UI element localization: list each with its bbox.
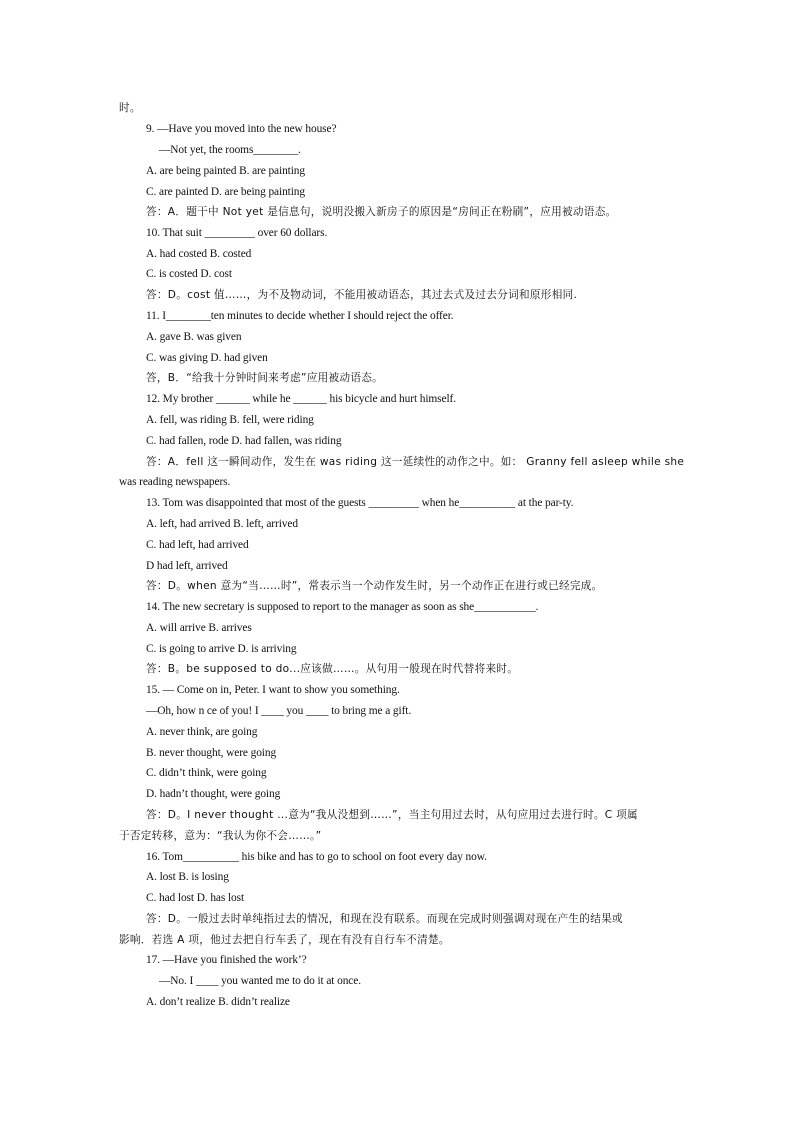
question-14: 14. The new secretary is supposed to report to the manager as soon as she___________. — [146, 601, 539, 613]
question-15: 15. — Come on in, Peter. I want to show you something. — [146, 684, 400, 696]
question-14-options-ab: A. will arrive B. arrives — [146, 622, 252, 634]
answer-15: 答：D。I never thought ...意为“我从没想到……”，当主句用过去时，从句应用过去进行时。C 项属 — [146, 809, 638, 821]
question-13-options-ab: A. left, had arrived B. left, arrived — [146, 518, 298, 530]
question-10-options-ab: A. had costed B. costed — [146, 248, 252, 260]
question-12: 12. My brother ______ while he ______ his bicycle and hurt himself. — [146, 393, 456, 405]
question-12-options-cd: C. had fallen, rode D. had fallen, was riding — [146, 435, 342, 447]
question-11-options-ab: A. gave B. was given — [146, 331, 242, 343]
question-9: 9. —Have you moved into the new house? — [146, 123, 337, 135]
answer-16-continuation: 影响．若选 A 项，他过去把自行车丢了，现在有没有自行车不清楚。 — [119, 934, 450, 946]
question-16-options-cd: C. had lost D. has lost — [146, 892, 245, 904]
answer-12-continuation: was reading newspapers. — [119, 476, 231, 488]
answer-9: 答：A．题干中 Not yet 是信息句，说明没搬入新房子的原因是“房间正在粉刷”，应用被动语态。 — [146, 206, 617, 218]
question-11: 11. I________ten minutes to decide whether I should reject the offer. — [146, 310, 454, 322]
question-9-options-cd: C. are painted D. are being painting — [146, 186, 305, 198]
text-line-continuation: 时。 — [119, 102, 141, 114]
answer-10: 答：D。cost 值……，为不及物动词，不能用被动语态，其过去式及过去分词和原形相同. — [146, 289, 578, 301]
question-13: 13. Tom was disappointed that most of the guests _________ when he__________ at the par-ty. — [146, 497, 574, 509]
question-15-option-c: C. didn’t think, were going — [146, 767, 267, 779]
question-15-option-a: A. never think, are going — [146, 726, 258, 738]
question-17-reply: —No. I ____ you wanted me to do it at once. — [159, 975, 361, 987]
question-16: 16. Tom__________ his bike and has to go to school on foot every day now. — [146, 851, 487, 863]
answer-13: 答：D。when 意为“当……时”，常表示当一个动作发生时，另一个动作正在进行或已经完成。 — [146, 580, 603, 592]
answer-11: 答，B．“给我十分钟时间来考虑”应用被动语态。 — [146, 372, 384, 384]
question-17: 17. —Have you finished the work’? — [146, 954, 307, 966]
question-14-options-cd: C. is going to arrive D. is arriving — [146, 643, 297, 655]
question-16-options-ab: A. lost B. is losing — [146, 871, 229, 883]
question-15-option-b: B. never thought, were going — [146, 747, 277, 759]
question-10: 10. That suit _________ over 60 dollars. — [146, 227, 328, 239]
question-15-option-d: D. hadn’t thought, were going — [146, 788, 281, 800]
question-12-options-ab: A. fell, was riding B. fell, were riding — [146, 414, 314, 426]
question-9-options-ab: A. are being painted B. are painting — [146, 165, 305, 177]
question-10-options-cd: C. is costed D. cost — [146, 268, 232, 280]
question-13-option-d: D had left, arrived — [146, 560, 228, 572]
answer-16: 答：D。一般过去时单纯指过去的情况，和现在没有联系。而现在完成时则强调对现在产生的结果或 — [146, 913, 623, 925]
question-11-options-cd: C. was giving D. had given — [146, 352, 268, 364]
question-9-reply: —Not yet, the rooms________. — [159, 144, 301, 156]
question-17-options-ab: A. don’t realize B. didn’t realize — [146, 996, 290, 1008]
question-13-option-c: C. had left, had arrived — [146, 539, 249, 551]
answer-14: 答：B。be supposed to do...应该做……。从句用一般现在时代替将来时。 — [146, 663, 519, 675]
question-15-reply: —Oh, how n ce of you! I ____ you ____ to bring me a gift. — [146, 705, 412, 717]
answer-12: 答：A．fell 这一瞬间动作，发生在 was riding 这一延续性的动作之中。如： Granny fell asleep while she — [146, 456, 685, 468]
answer-15-continuation: 于否定转移，意为：“我认为你不会……。” — [119, 830, 322, 842]
